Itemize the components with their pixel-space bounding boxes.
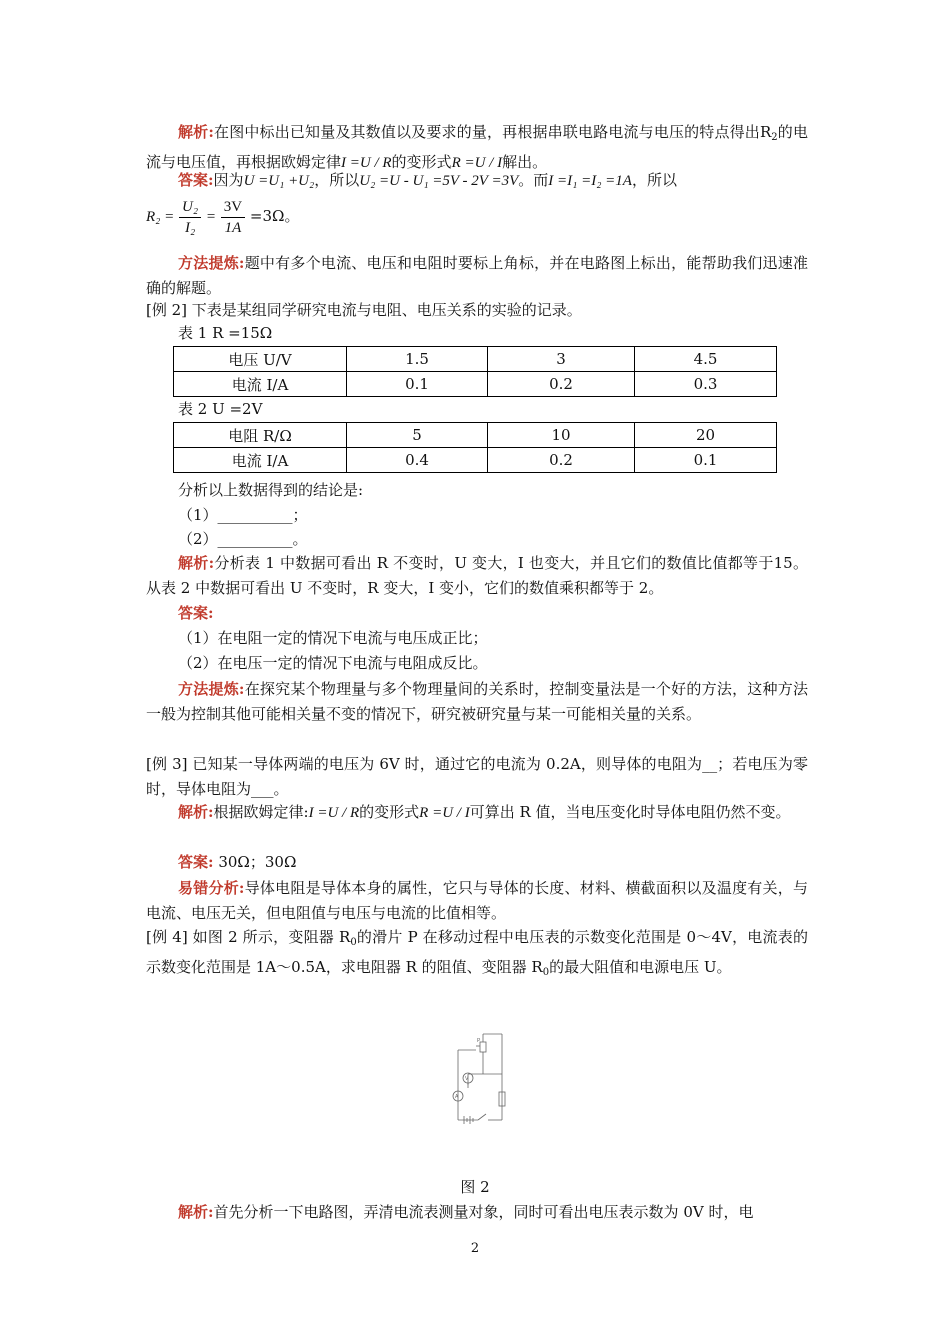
- page-number: 2: [470, 1241, 480, 1256]
- analysis-label: 解析:: [178, 123, 214, 141]
- table2-caption: 表 2 U =2V: [178, 400, 263, 418]
- ex2-answer2: （2）在电压一定的情况下电流与电阻成反比。: [178, 654, 488, 672]
- method-label: 方法提炼:: [178, 254, 245, 272]
- ex1-method: 方法提炼:题中有多个电流、电压和电阻时要标上角标，并在电路图上标出，能帮助我们迅速准确的解题。: [146, 254, 808, 297]
- svg-text:A: A: [455, 1094, 459, 1100]
- ex2-blank1: （1）__________；: [178, 506, 308, 524]
- ex4-analysis: 解析:首先分析一下电路图，弄清电流表测量对象，同时可看出电压表示数为 0V 时，电: [178, 1203, 754, 1221]
- ex2-analysis: 解析:分析表 1 中数据可看出 R 不变时，U 变大，I 也变大，并且它们的数值比值都等于15。从表 2 中数据可看出 U 不变时，R 变大，I 变小，它们的数值乘积都等于 2。: [146, 554, 808, 597]
- table-row: 电流 I/A 0.4 0.2 0.1: [174, 448, 777, 473]
- table1: [173, 346, 777, 397]
- ex3-analysis: 解析:根据欧姆定律:I =U / R的变形式R =U / I可算出 R 值，当电压变化时导体电阻仍然不变。: [178, 803, 791, 821]
- figure-caption: 图 2: [460, 1178, 490, 1196]
- svg-text:P: P: [477, 1038, 481, 1044]
- ex3-title: [例 3] 已知某一导体两端的电压为 6V 时，通过它的电流为 0.2A，则导体的电阻为__；若电压为零时，导体电阻为___。: [146, 755, 808, 798]
- ex1-answer: 答案:因为U =U₁ +U₂，所以U₂ =U - U₁ =5V - 2V =3V。而I =I₁ =I₂ =1A，所以: [178, 171, 677, 189]
- answer-label: 答案:: [178, 171, 214, 189]
- ex2-blank2: （2）__________。: [178, 530, 308, 548]
- ex2-prompt: 分析以上数据得到的结论是:: [178, 481, 364, 499]
- ex3-error-analysis: 易错分析:导体电阻是导体本身的属性，它只与导体的长度、材料、横截面积以及温度有关，与电流、电压无关，但电阻值与电压与电流的比值相等。: [146, 879, 808, 922]
- svg-text:V: V: [465, 1076, 469, 1082]
- table-row: 电阻 R/Ω 5 10 20: [174, 423, 777, 448]
- rheostat-r0: [480, 1042, 486, 1052]
- ex3-answer: 答案: 30Ω；30Ω: [178, 853, 297, 871]
- table-row: 电流 I/A 0.1 0.2 0.3: [174, 372, 777, 397]
- ex2-answer1: （1）在电阻一定的情况下电流与电压成正比；: [178, 629, 488, 647]
- ex4-title: [例 4] 如图 2 所示，变阻器 $R_0$的滑片 P 在移动过程中电压表的示数变化范围是 0～4V，电流表的示数变化范围是 1A～0.5A，求电阻器 R 的阻值、变阻器 $R_0$的最大阻值和电源电压 U。: [146, 928, 808, 978]
- ex2-method: 方法提炼:在探究某个物理量与多个物理量间的关系时，控制变量法是一个好的方法，这种方法一般为控制其他可能相关量不变的情况下，研究被研究量与某一可能相关量的关系。: [146, 680, 808, 723]
- fraction-u2-i2: $\frac{\text{U₂}}{\text{I₂}}$: [179, 197, 201, 238]
- table-row: 电压 U/V 1.5 3 4.5: [174, 347, 777, 372]
- ex2-answer-label: 答案:: [178, 604, 214, 622]
- ex2-title: [例 2] 下表是某组同学研究电流与电阻、电压关系的实验的记录。: [146, 301, 582, 319]
- circuit-diagram: [448, 1030, 510, 1126]
- ex1-answer-fraction: R₂ = $\frac{\text{U₂}}{\text{I₂}}$ = $\frac{3V}{1A}$ =3Ω。: [146, 198, 300, 236]
- ex1-analysis: 解析:在图中标出已知量及其数值以及要求的量，再根据串联电路电流与电压的特点得出$R_2$的电流与电压值，再根据欧姆定律I =U / R的变形式R =U / I解出。: [146, 123, 808, 171]
- table1-caption: 表 1 R =15Ω: [178, 324, 273, 342]
- table2: [173, 422, 777, 473]
- fraction-3v-1a: $\frac{3V}{1A}$: [221, 197, 245, 238]
